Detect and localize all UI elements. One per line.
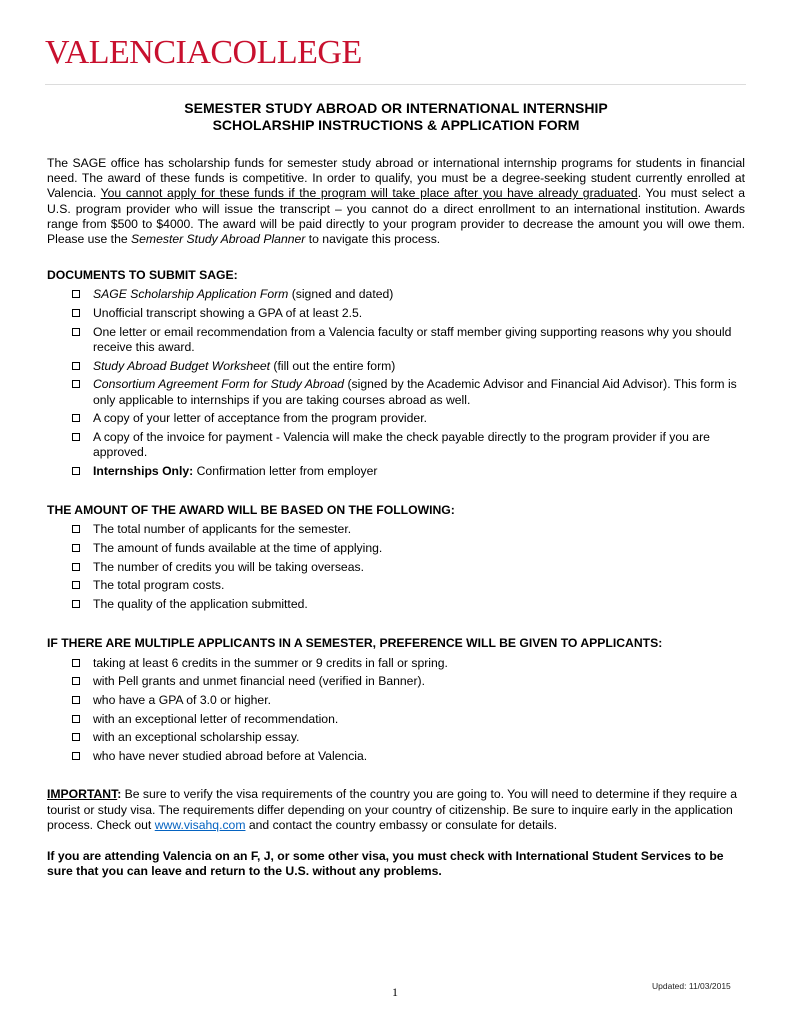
item-text: The total number of applicants for the semester. <box>93 522 352 537</box>
item-text: (signed by the Academic Advisor and Financial Aid Advisor). This form is only applicable to internships if you are taking courses abroad as well. <box>93 377 737 407</box>
title-line-2: SCHOLARSHIP INSTRUCTIONS & APPLICATION FORM <box>212 117 580 133</box>
item-italic: SAGE Scholarship Application Form <box>93 287 289 302</box>
item-text: with Pell grants and unmet financial need (verified in Banner). <box>93 674 425 689</box>
intro-underlined: You cannot apply for these funds if the program will take place after you have already graduated <box>100 186 638 201</box>
visahq-link[interactable]: www.visahq.com <box>154 817 246 832</box>
checkbox[interactable] <box>72 525 80 533</box>
intro-text-3: to navigate this process. <box>305 232 441 247</box>
checkbox[interactable] <box>72 290 80 298</box>
page-number: 1 <box>392 985 398 999</box>
checkbox[interactable] <box>72 467 80 475</box>
list-item <box>72 656 745 671</box>
important-paragraph <box>47 787 745 833</box>
checkbox[interactable] <box>72 752 80 760</box>
list-item <box>72 712 745 727</box>
list-item <box>72 674 745 689</box>
checkbox[interactable] <box>72 600 80 608</box>
item-text: The total program costs. <box>93 578 225 593</box>
item-text: taking at least 6 credits in the summer or 9 credits in fall or spring. <box>93 655 448 670</box>
checkbox[interactable] <box>72 309 80 317</box>
checkbox[interactable] <box>72 433 80 441</box>
list-item <box>72 597 745 612</box>
intro-planner-title: Semester Study Abroad Planner <box>131 232 306 247</box>
item-text: (signed and dated) <box>288 287 394 302</box>
list-item <box>72 377 745 407</box>
list-item <box>72 430 745 460</box>
document-body <box>47 100 745 879</box>
page-title <box>47 100 745 134</box>
item-text: One letter or email recommendation from a Valencia faculty or staff member giving supporting reasons why you should receive this award. <box>93 324 732 355</box>
visa-note: If you are attending Valencia on an F, J, or some other visa, you must check with International Student Services to be sure that you can leave and return to the U.S. without any problems. <box>47 848 724 879</box>
title-line-1: SEMESTER STUDY ABROAD OR INTERNATIONAL INTERNSHIP <box>184 100 608 116</box>
preference-heading: IF THERE ARE MULTIPLE APPLICANTS IN A SEMESTER, PREFERENCE WILL BE GIVEN TO APPLICANTS: <box>47 636 663 651</box>
preference-list <box>47 656 745 765</box>
item-text: A copy of the invoice for payment - Valencia will make the check payable directly to the program provider if you are approved. <box>93 430 710 460</box>
intro-text-2: . You must select a U.S. program provider who will issue the transcript – you cannot do a direct enrollment to an international institution. Awards range from $500 to $4000. The award will be paid directly to your program provider to decrease the amount you will owe them. Please use the <box>47 186 745 247</box>
item-text: The amount of funds available at the time of applying. <box>93 541 383 556</box>
award-list <box>47 522 745 612</box>
award-heading: THE AMOUNT OF THE AWARD WILL BE BASED ON THE FOLLOWING: <box>47 503 455 518</box>
item-text: Unofficial transcript showing a GPA of at least 2.5. <box>93 306 363 321</box>
checkbox[interactable] <box>72 544 80 552</box>
important-text-2: and contact the country embassy or consulate for details. <box>245 817 558 832</box>
item-text: The number of credits you will be taking overseas. <box>93 559 364 574</box>
item-text: Confirmation letter from employer <box>193 463 378 478</box>
list-item <box>72 359 745 374</box>
item-bold: Internships Only: <box>93 463 194 478</box>
checkbox[interactable] <box>72 581 80 589</box>
checkbox[interactable] <box>72 715 80 723</box>
important-label: IMPORTANT <box>47 787 118 802</box>
important-text-1: Be sure to verify the visa requirements of the country you are going to. You will need to determine if they require a tourist or study visa. The requirements differ depending on your country of citizenship. Be sure to inquire early in the application process. Check out <box>47 787 738 832</box>
list-item <box>72 749 745 764</box>
item-italic: Study Abroad Budget Worksheet <box>93 358 271 373</box>
list-item <box>72 730 745 745</box>
intro-text-1: The SAGE office has scholarship funds for semester study abroad or international internship programs for students in financial need. The award of these funds is competitive. In order to qualify, you must be a degree-seeking student currently enrolled at Valencia. <box>47 156 745 201</box>
item-italic: Consortium Agreement Form for Study Abroad <box>93 377 345 392</box>
documents-heading: DOCUMENTS TO SUBMIT SAGE: <box>47 268 238 283</box>
list-item <box>72 541 745 556</box>
item-text: The quality of the application submitted. <box>93 597 308 612</box>
list-item <box>72 325 745 355</box>
checkbox[interactable] <box>72 380 80 388</box>
header-divider <box>45 84 746 85</box>
documents-list <box>47 287 745 479</box>
item-text: who have a GPA of 3.0 or higher. <box>93 692 271 707</box>
checkbox[interactable] <box>72 696 80 704</box>
checkbox[interactable] <box>72 328 80 336</box>
item-text: who have never studied abroad before at Valencia. <box>93 749 368 764</box>
checkbox[interactable] <box>72 659 80 667</box>
logo-college: COLLEGE <box>210 34 362 71</box>
list-item <box>72 411 745 426</box>
intro-paragraph <box>47 156 745 247</box>
list-item <box>72 578 745 593</box>
list-item <box>72 306 745 321</box>
updated-date: Updated: 11/03/2015 <box>652 981 731 991</box>
checkbox[interactable] <box>72 563 80 571</box>
list-item <box>72 464 745 479</box>
list-item <box>72 287 745 302</box>
valencia-college-logo <box>45 34 362 72</box>
checkbox[interactable] <box>72 677 80 685</box>
item-text: with an exceptional scholarship essay. <box>93 730 300 745</box>
checkbox[interactable] <box>72 733 80 741</box>
list-item <box>72 693 745 708</box>
checkbox[interactable] <box>72 362 80 370</box>
list-item <box>72 522 745 537</box>
important-colon: : <box>117 787 122 802</box>
item-text: with an exceptional letter of recommendation. <box>93 711 339 726</box>
item-text: A copy of your letter of acceptance from the program provider. <box>93 411 427 426</box>
list-item <box>72 560 745 575</box>
item-text: (fill out the entire form) <box>270 358 396 373</box>
checkbox[interactable] <box>72 414 80 422</box>
logo-valencia: VALENCIA <box>45 34 211 71</box>
